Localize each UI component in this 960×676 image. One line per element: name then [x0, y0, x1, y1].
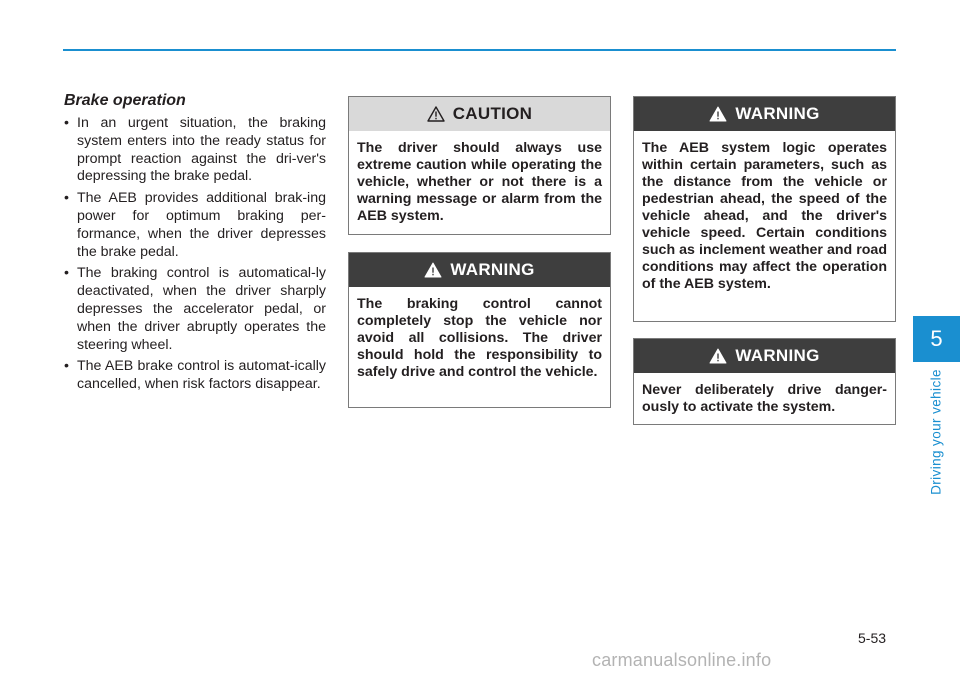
warning-triangle-outline-icon [427, 106, 445, 122]
caution-text: The driver should always use extreme caution while operating the vehicle, whether or not there is a warning message or alarm from the AEB system. [357, 140, 602, 224]
warning-box [348, 252, 611, 408]
warning-header [634, 339, 895, 373]
warning-triangle-filled-icon [709, 106, 727, 122]
bullet-list [64, 115, 326, 394]
warning-header [349, 253, 610, 287]
warning-text: Never deliberately drive danger-ously to activate the system. [642, 382, 887, 415]
bullet-item: • In an urgent situation, the braking system enters into the ready status for prompt reaction against the dri-ver's depressing the brake pedal. [64, 115, 326, 186]
warning-title: WARNING [735, 104, 820, 123]
chapter-label: Driving your vehicle [928, 369, 944, 495]
bullet-item: • The AEB brake control is automat-ically cancelled, when risk factors disappear. [64, 358, 326, 394]
left-column [64, 92, 326, 398]
bullet-item: • The braking control is automatical-ly deactivated, when the driver sharply depresses the accelerator pedal, or when the driver abruptly operates the steering wheel. [64, 265, 326, 354]
warning-text: The AEB system logic operates within certain parameters, such as the distance from the vehicle or pedestrian ahead, the speed of the vehicle ahead, and the driver's vehicle speed. Certain conditions such as inclement weather and road conditions may affect the operation of the AEB system. [642, 140, 887, 292]
caution-box [348, 96, 611, 235]
section-heading: Brake operation [64, 92, 186, 109]
watermark: carmanualsonline.info [592, 650, 772, 670]
chapter-tab: 5 [913, 316, 960, 362]
warning-box [633, 338, 896, 425]
bullet-item: • The AEB provides additional brak-ing power for optimum braking per-formance, when the driver depresses the brake pedal. [64, 190, 326, 261]
warning-triangle-filled-icon [709, 348, 727, 364]
caution-title: CAUTION [452, 104, 533, 123]
warning-text: The braking control cannot completely stop the vehicle nor avoid all collisions. The driver should hold the responsibility to safely drive and control the vehicle. [357, 296, 602, 380]
warning-title: WARNING [735, 346, 820, 365]
warning-header [634, 97, 895, 131]
top-rule [63, 49, 896, 51]
warning-box [633, 96, 896, 322]
caution-header [349, 97, 610, 131]
warning-title: WARNING [450, 260, 535, 279]
warning-triangle-filled-icon [424, 262, 442, 278]
page-number: 5-53 [858, 630, 887, 646]
